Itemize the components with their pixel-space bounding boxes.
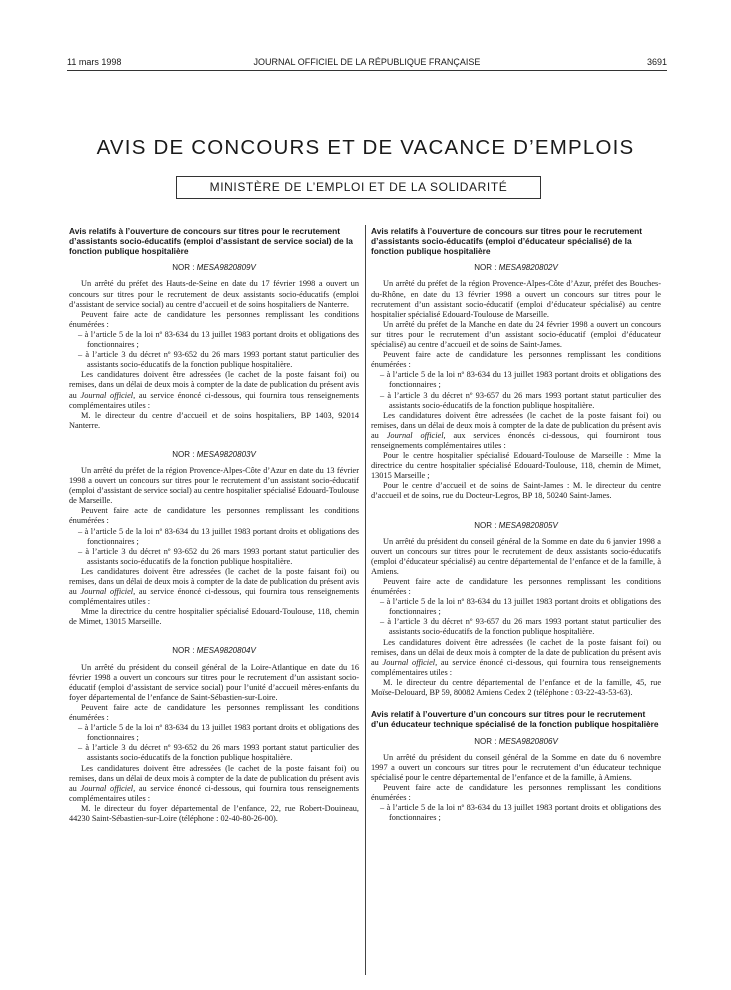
nor-code: MESA9820802V: [498, 263, 558, 273]
issue-date: 11 mars 1998: [67, 57, 122, 67]
nor-reference: [371, 521, 661, 531]
nor-label: NOR :: [172, 646, 195, 656]
nor-code: MESA9820809V: [196, 263, 256, 273]
text: au service énoncé ci-dessous, qui fournira tous renseignements complémentaires utiles :: [371, 657, 661, 677]
running-header: [67, 57, 667, 71]
nor-label: NOR :: [474, 736, 497, 746]
right-column: [371, 227, 661, 823]
nor-label: NOR :: [474, 520, 497, 530]
paragraph: Peuvent faire acte de candidature les personnes remplissant les conditions énumérées :: [371, 577, 661, 597]
paragraph: Un arrêté du président du conseil général de la Loire-Atlantique en date du 16 février 1998 a ouvert un concours sur titres pour le recrutement d’un assistant socio-éducatif (emploi d’assistant de service social) pour l’unité d’accueil mères-enfants du foyer départemental de l’enfance de Saint-Sébastien-sur-Loire.: [69, 662, 359, 702]
section-title: Avis relatif à l’ouverture d’un concours sur titres pour le recrutement d’un éducateur technique spécialisé de la fonction publique hospitalière: [371, 709, 659, 729]
address: M. le directeur du centre d’accueil et de soins hospitaliers, BP 1403, 92014 Nanterre.: [69, 410, 359, 430]
condition-item: – à l’article 3 du décret nº 93-652 du 26 mars 1993 portant statut particulier des assistants socio-éducatifs de la fonction publique hospitalière.: [78, 743, 359, 763]
journal-ref: Journal officiel,: [80, 587, 136, 597]
column-divider: [365, 225, 366, 975]
journal-ref: Journal officiel,: [382, 657, 438, 667]
condition-item: – à l’article 5 de la loi nº 83-634 du 13 juillet 1983 portant droits et obligations des fonctionnaires ;: [380, 597, 661, 617]
condition-item: – à l’article 5 de la loi nº 83-634 du 13 juillet 1983 portant droits et obligations des fonctionnaires ;: [380, 370, 661, 390]
journal-ref: Journal officiel,: [386, 430, 446, 440]
paragraph: [371, 638, 661, 678]
paragraph: Peuvent faire acte de candidature les personnes remplissant les conditions énumérées :: [371, 350, 661, 370]
text: Les candidatures doivent être adressées (le cachet de la poste faisant foi) ou remises, dans un délai de deux mois à compter de la date de publication du présent avis au: [371, 410, 661, 440]
spacer: [69, 627, 359, 639]
paragraph: [69, 764, 359, 804]
paragraph: Un arrêté du préfet de la Manche en date du 24 février 1998 a ouvert un concours sur titres pour le recrutement d’un assistant socio-éducatif (emploi d’éducateur spécialisé) au centre d’accueil et de soins de Saint-James.: [371, 319, 661, 350]
paragraph: [69, 567, 359, 607]
nor-code: MESA9820804V: [196, 646, 256, 656]
paragraph: Peuvent faire acte de candidature les personnes remplissant les conditions énumérées :: [69, 506, 359, 526]
section-title: Avis relatifs à l’ouverture de concours sur titres pour le recrutement d’assistants socio-éducatifs (emploi d’éducateur spécialisé) de la fonction publique hospitalière: [371, 226, 643, 256]
page-number: 3691: [646, 57, 667, 67]
nor-code: MESA9820806V: [498, 736, 558, 746]
condition-item: – à l’article 5 de la loi nº 83-634 du 13 juillet 1983 portant droits et obligations des fonctionnaires ;: [78, 329, 359, 350]
paragraph: Un arrêté du président du conseil général de la Somme en date du 6 novembre 1997 a ouvert un concours sur titres pour le recrutement d’un éducateur technique spécialisé pour le centre départemental de l’enfance et de la famille, à Amiens.: [371, 752, 661, 783]
condition-item: – à l’article 3 du décret nº 93-657 du 26 mars 1993 portant statut particulier des assistants socio-éducatifs de la fonction publique hospitalière.: [380, 617, 661, 637]
condition-item: – à l’article 3 du décret nº 93-652 du 26 mars 1993 portant statut particulier des assistants socio-éducatifs de la fonction publique hospitalière.: [78, 546, 359, 566]
condition-item: – à l’article 5 de la loi nº 83-634 du 13 juillet 1983 portant droits et obligations des fonctionnaires ;: [380, 803, 661, 823]
text: Les candidatures doivent être adressées (le cachet de la poste faisant foi) ou remises, dans un délai de deux mois à compter de la date de publication du présent avis au: [69, 566, 359, 597]
nor-reference: [69, 450, 359, 460]
main-title: AVIS DE CONCOURS ET DE VACANCE D’EMPLOIS: [96, 135, 635, 159]
nor-label: NOR :: [172, 449, 195, 459]
spacer: [69, 431, 359, 443]
address: Pour le centre hospitalier spécialisé Edouard-Toulouse de Marseille : Mme la directrice du centre hospitalier spécialisé Edouard-Toulouse, 118, chemin de Mimet, 13015 Marseille ;: [371, 451, 661, 481]
left-column: [69, 227, 359, 824]
paragraph: Peuvent faire acte de candidature les personnes remplissant les conditions énumérées :: [69, 309, 359, 329]
address: Mme la directrice du centre hospitalier spécialisé Edouard-Toulouse, 118, chemin de Mimet, 13015 Marseille.: [69, 607, 359, 627]
journal-ref: Journal officiel,: [80, 390, 136, 400]
spacer: [371, 502, 661, 514]
text: Les candidatures doivent être adressées (le cachet de la poste faisant foi) ou remises, dans un délai de deux mois à compter de la date de publication du présent avis au: [371, 637, 661, 667]
journal-ref: Journal officiel,: [80, 783, 136, 793]
nor-code: MESA9820803V: [196, 449, 256, 459]
condition-item: – à l’article 3 du décret nº 93-652 du 26 mars 1993 portant statut particulier des assistants socio-éducatifs de la fonction publique hospitalière.: [78, 350, 359, 370]
nor-reference: [69, 263, 359, 273]
text: au service énoncé ci-dessous, qui fournira tous renseignements complémentaires utiles :: [69, 783, 359, 803]
address: M. le directeur du centre départemental de l’enfance et de la famille, 45, rue Moïse-Delouard, BP 59, 80082 Amiens Cedex 2 (téléphone : 03-22-43-53-63).: [371, 677, 661, 698]
paragraph: [69, 370, 359, 410]
paragraph: [371, 411, 661, 451]
header-rule: [67, 70, 667, 71]
paragraph: Un arrêté du préfet de la région Provence-Alpes-Côte d’Azur en date du 13 février 1998 a ouvert un concours sur titres pour le recrutement d’un assistant socio-éducatif (emploi d’assistant de service social) au centre hospitalier spécialisé Edouard-Toulouse de Marseille.: [69, 465, 359, 506]
text: au service énoncé ci-dessous, qui fournira tous renseignements complémentaires utiles :: [69, 390, 359, 410]
journal-name: JOURNAL OFFICIEL DE LA RÉPUBLIQUE FRANÇAISE: [253, 57, 481, 67]
condition-item: – à l’article 5 de la loi nº 83-634 du 13 juillet 1983 portant droits et obligations des fonctionnaires ;: [78, 723, 359, 743]
condition-item: – à l’article 3 du décret nº 93-657 du 26 mars 1993 portant statut particulier des assistants socio-éducatifs de la fonction publique hospitalière.: [380, 390, 661, 410]
text: Les candidatures doivent être adressées (le cachet de la poste faisant foi) ou remises, dans un délai de deux mois à compter de la date de publication du présent avis au: [69, 370, 359, 400]
paragraph: Peuvent faire acte de candidature les personnes remplissant les conditions énumérées :: [371, 783, 661, 803]
nor-reference: [371, 263, 661, 273]
condition-item: – à l’article 5 de la loi nº 83-634 du 13 juillet 1983 portant droits et obligations des fonctionnaires ;: [78, 526, 359, 546]
paragraph: Peuvent faire acte de candidature les personnes remplissant les conditions énumérées :: [69, 702, 359, 723]
nor-label: NOR :: [474, 263, 497, 273]
text: Les candidatures doivent être adressées (le cachet de la poste faisant foi) ou remises, dans un délai de deux mois à compter de la date de publication du présent avis au: [69, 763, 359, 793]
text: au service énoncé ci-dessous, qui fournira tous renseignements complémentaires utiles :: [69, 587, 359, 607]
paragraph: Un arrêté du président du conseil général de la Somme en date du 6 janvier 1998 a ouvert un concours sur titres pour le recrutement de deux assistants socio-éducatifs (emploi d’éducateur spécialisé) au centre départemental de l’enfance et de la famille, à Amiens.: [371, 536, 661, 576]
paragraph: Un arrêté du préfet de la région Provence-Alpes-Côte d’Azur, préfet des Bouches-du-Rhône, en date du 13 février 1998 a ouvert un concours sur titres pour le recrutement d’un assistant socio-éducatif (emploi d’éducateur spécialisé) au centre hospitalier spécialisé Edouard-Toulouse de Marseille.: [371, 279, 661, 319]
address: Pour le centre d’accueil et de soins de Saint-James : M. le directeur du centre d’accueil et de soins, rue du Docteur-Legros, BP 18, 50240 Saint-James.: [371, 481, 661, 501]
section-title: Avis relatifs à l’ouverture de concours sur titres pour le recrutement d’assistants socio-éducatifs (emploi d’assistant de service social) de la fonction publique hospitalière: [69, 226, 353, 256]
paragraph: Un arrêté du préfet des Hauts-de-Seine en date du 17 février 1998 a ouvert un concours sur titres pour le recrutement de deux assistants socio-éducatifs (emploi d’assistant de service social) au centre d’accueil et de soins hospitaliers de Nanterre.: [69, 279, 359, 309]
nor-reference: [371, 737, 661, 747]
nor-label: NOR :: [172, 263, 195, 273]
nor-reference: [69, 646, 359, 656]
address: M. le directeur du foyer départemental de l’enfance, 22, rue Robert-Douineau, 44230 Saint-Sébastien-sur-Loire (téléphone : 02-40-80-26-00).: [69, 803, 359, 823]
ministry-box: MINISTÈRE DE L’EMPLOI ET DE LA SOLIDARITÉ: [176, 176, 541, 199]
nor-code: MESA9820805V: [498, 520, 558, 530]
text: aux services énoncés ci-dessous, qui fourniront tous renseignements complémentaires utiles :: [371, 430, 662, 450]
